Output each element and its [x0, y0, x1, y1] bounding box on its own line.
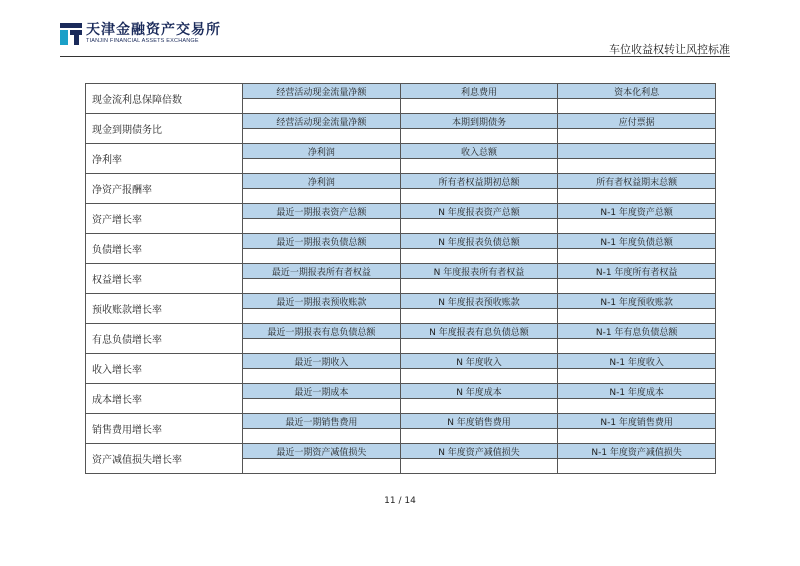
metric-field-label: 最近一期销售费用 [243, 414, 401, 429]
metric-field-label: 所有者权益期初总额 [400, 174, 558, 189]
metric-field-label: N-1 年度销售费用 [558, 414, 716, 429]
metric-value-cell[interactable] [400, 309, 558, 324]
metric-field-label: 利息费用 [400, 84, 558, 99]
metric-value-cell[interactable] [243, 219, 401, 234]
metric-field-label: 本期到期债务 [400, 114, 558, 129]
metric-field-label: N 年度报表负债总额 [400, 234, 558, 249]
metric-value-cell[interactable] [400, 159, 558, 174]
metric-value-cell[interactable] [400, 399, 558, 414]
metric-name: 净资产报酬率 [86, 174, 243, 204]
metric-name: 权益增长率 [86, 264, 243, 294]
metric-field-label: N 年度报表所有者权益 [400, 264, 558, 279]
page-number: 11 / 14 [384, 496, 416, 506]
metric-value-cell[interactable] [243, 399, 401, 414]
metric-field-label: N 年度销售费用 [400, 414, 558, 429]
metric-name: 销售费用增长率 [86, 414, 243, 444]
metric-row [86, 354, 716, 369]
metric-field-label: 最近一期资产减值损失 [243, 444, 401, 459]
metric-field-label: N-1 年度资产总额 [558, 204, 716, 219]
metric-row [86, 294, 716, 309]
metric-name: 成本增长率 [86, 384, 243, 414]
metric-field-label: 净利润 [243, 144, 401, 159]
metric-value-cell[interactable] [400, 189, 558, 204]
metric-row [86, 204, 716, 219]
metric-field-label: N-1 年度成本 [558, 384, 716, 399]
metric-value-cell[interactable] [243, 249, 401, 264]
metric-value-cell[interactable] [558, 159, 716, 174]
metric-field-label: N 年度成本 [400, 384, 558, 399]
metric-value-cell[interactable] [400, 279, 558, 294]
metric-value-cell[interactable] [558, 399, 716, 414]
metric-name: 有息负债增长率 [86, 324, 243, 354]
metric-field-label: N-1 年度资产减值损失 [558, 444, 716, 459]
metric-field-label: 应付票据 [558, 114, 716, 129]
metric-field-label: 净利润 [243, 174, 401, 189]
metric-value-cell[interactable] [243, 339, 401, 354]
metric-field-label [558, 144, 716, 159]
metric-row [86, 264, 716, 279]
metric-row [86, 114, 716, 129]
metric-value-cell[interactable] [400, 459, 558, 474]
metric-field-label: 最近一期报表负债总额 [243, 234, 401, 249]
metric-name: 预收账款增长率 [86, 294, 243, 324]
metric-field-label: N-1 年有息负债总额 [558, 324, 716, 339]
metric-row [86, 144, 716, 159]
metric-field-label: 最近一期收入 [243, 354, 401, 369]
metric-field-label: N 年度报表资产总额 [400, 204, 558, 219]
metric-value-cell[interactable] [400, 219, 558, 234]
metric-field-label: 经营活动现金流量净额 [243, 84, 401, 99]
metric-value-cell[interactable] [558, 459, 716, 474]
metric-field-label: 最近一期报表有息负债总额 [243, 324, 401, 339]
metric-row [86, 384, 716, 399]
metric-row [86, 414, 716, 429]
metric-value-cell[interactable] [400, 339, 558, 354]
metric-field-label: N 年度资产减值损失 [400, 444, 558, 459]
metric-value-cell[interactable] [400, 429, 558, 444]
metric-value-cell[interactable] [558, 339, 716, 354]
metric-field-label: 收入总额 [400, 144, 558, 159]
metric-row [86, 234, 716, 249]
metric-value-cell[interactable] [243, 429, 401, 444]
metric-field-label: 最近一期报表所有者权益 [243, 264, 401, 279]
metric-field-label: 资本化利息 [558, 84, 716, 99]
metric-name: 资产增长率 [86, 204, 243, 234]
metric-value-cell[interactable] [558, 279, 716, 294]
metric-name: 资产减值损失增长率 [86, 444, 243, 474]
metric-value-cell[interactable] [243, 99, 401, 114]
metric-value-cell[interactable] [243, 459, 401, 474]
metric-value-cell[interactable] [400, 369, 558, 384]
metric-value-cell[interactable] [558, 429, 716, 444]
document-title: 车位收益权转让风控标准 [609, 43, 730, 56]
metric-value-cell[interactable] [558, 99, 716, 114]
metric-name: 现金到期债务比 [86, 114, 243, 144]
metric-value-cell[interactable] [243, 189, 401, 204]
metric-value-cell[interactable] [558, 219, 716, 234]
metric-field-label: N 年度报表有息负债总额 [400, 324, 558, 339]
exchange-logo [60, 22, 221, 45]
metric-field-label: N-1 年度负债总额 [558, 234, 716, 249]
logo-chinese-name: 天津金融资产交易所 [86, 22, 221, 38]
metric-name: 净利率 [86, 144, 243, 174]
metric-field-label: 所有者权益期末总额 [558, 174, 716, 189]
metric-value-cell[interactable] [558, 129, 716, 144]
exchange-logo-icon [60, 23, 82, 45]
metric-row [86, 444, 716, 459]
metric-value-cell[interactable] [243, 369, 401, 384]
metric-field-label: N-1 年度收入 [558, 354, 716, 369]
metric-value-cell[interactable] [243, 159, 401, 174]
metric-field-label: 经营活动现金流量净额 [243, 114, 401, 129]
metric-value-cell[interactable] [243, 129, 401, 144]
metric-value-cell[interactable] [400, 249, 558, 264]
metrics-table [85, 83, 716, 474]
metric-value-cell[interactable] [243, 309, 401, 324]
metric-value-cell[interactable] [400, 129, 558, 144]
metric-name: 现金流利息保障倍数 [86, 84, 243, 114]
metric-row [86, 174, 716, 189]
metric-value-cell[interactable] [558, 249, 716, 264]
metric-row [86, 324, 716, 339]
metric-value-cell[interactable] [558, 309, 716, 324]
metric-value-cell[interactable] [243, 279, 401, 294]
metric-value-cell[interactable] [400, 99, 558, 114]
metric-field-label: 最近一期报表预收账款 [243, 294, 401, 309]
metric-value-cell[interactable] [558, 369, 716, 384]
metric-name: 负债增长率 [86, 234, 243, 264]
metric-field-label: N-1 年度所有者权益 [558, 264, 716, 279]
metric-field-label: N-1 年度预收账款 [558, 294, 716, 309]
logo-english-name: TIANJIN FINANCIAL ASSETS EXCHANGE [86, 38, 199, 44]
metric-field-label: N 年度报表预收账款 [400, 294, 558, 309]
metric-value-cell[interactable] [558, 189, 716, 204]
metric-field-label: 最近一期成本 [243, 384, 401, 399]
header-divider [60, 56, 730, 57]
metric-field-label: 最近一期报表资产总额 [243, 204, 401, 219]
metric-name: 收入增长率 [86, 354, 243, 384]
metric-row [86, 84, 716, 99]
metric-field-label: N 年度收入 [400, 354, 558, 369]
